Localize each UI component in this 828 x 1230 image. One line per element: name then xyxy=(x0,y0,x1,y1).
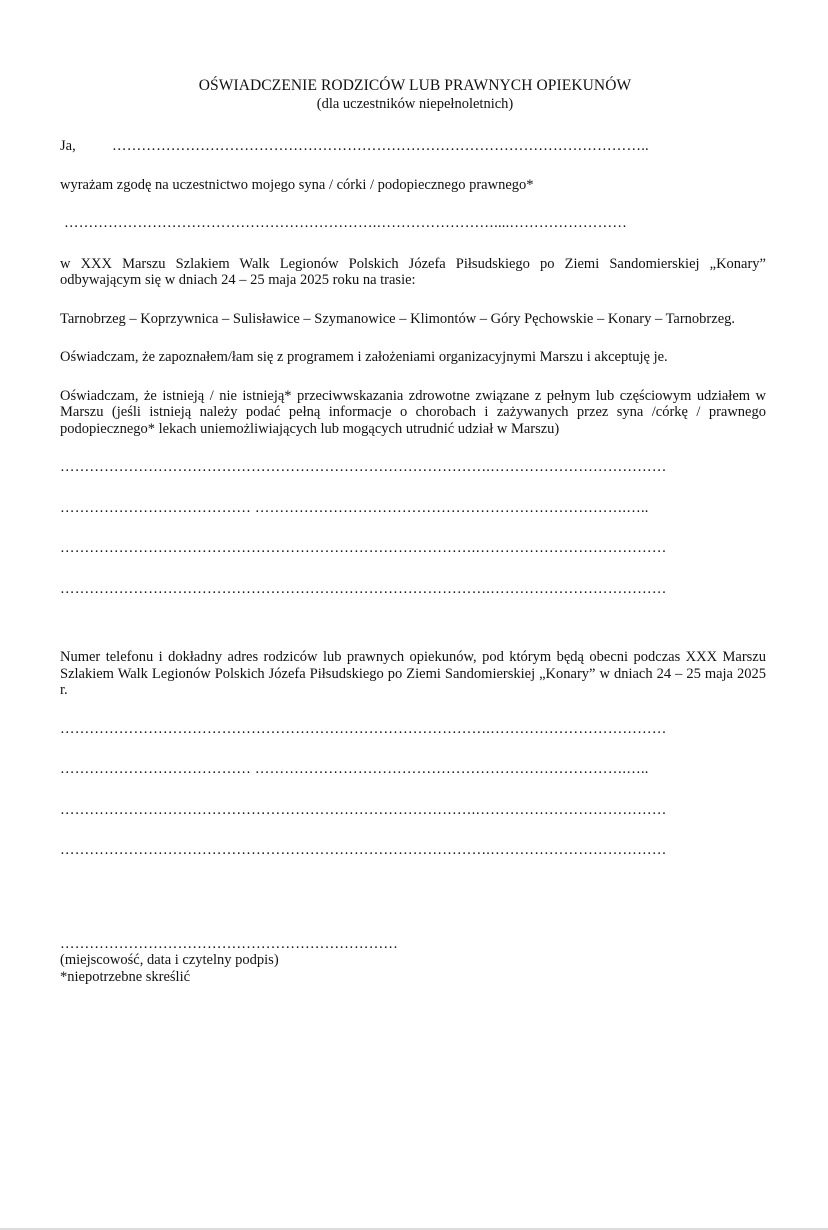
contact-info-line-2[interactable]: ………………………………… ………………………………………………………………….….. xyxy=(60,761,649,777)
contact-info-line-1[interactable]: …………………………………………………………………………….……………………………… xyxy=(60,720,667,737)
program-acceptance-statement: Oświadczam, że zapoznałem/łam się z programem i założeniami organizacyjnymi Marszu i akceptuję je. xyxy=(60,349,668,365)
health-info-line-1[interactable]: …………………………………………………………………………….……………………………… xyxy=(60,459,667,475)
signature-field[interactable]: …………………………………………………………… xyxy=(60,935,399,952)
route-description: Tarnobrzeg – Koprzywnica – Sulisławice – Szymanowice – Klimontów – Góry Pęchowskie – Konary – Tarnobrzeg. xyxy=(60,310,736,327)
document-title: OŚWIADCZENIE RODZICÓW LUB PRAWNYCH OPIEKUNÓW xyxy=(198,77,632,94)
health-info-line-2[interactable]: ………………………………… ………………………………………………………………….….. xyxy=(60,499,649,516)
health-statement: Oświadczam, że istnieją / nie istnieją* przeciwwskazania zdrowotne związane z pełnym lub częściowym udziałem w Marszu (jeśli istnieją należy podać pełną informacje o chorobach i zażywanych przez syna /córkę / prawnego podopiecznego* lekach uniemożliwiających lub mogących utrudnić udział w Marszu) xyxy=(60,387,766,437)
document-subtitle: (dla uczestników niepełnoletnich) xyxy=(316,95,514,112)
health-info-line-4[interactable]: …………………………………………………………………………….……………………………… xyxy=(60,580,667,597)
participant-name-field[interactable]: ……………………………………………………….……………………....…………………… xyxy=(64,215,628,231)
contact-info-lines xyxy=(60,721,766,859)
contact-statement: Numer telefonu i dokładny adres rodziców lub prawnych opiekunów, pod którym będą obecni podczas XXX Marszu Szlakiem Walk Legionów Polskich Józefa Piłsudskiego po Ziemi Sandomierskiej „Konary” w dniach 24 – 25 maja 2025 r. xyxy=(60,649,766,698)
health-info-lines xyxy=(60,459,766,597)
health-info-line-3[interactable]: ………………………………………………………………………….………………………………… xyxy=(60,540,667,556)
declarant-name-row xyxy=(60,138,766,155)
footnote: *niepotrzebne skreślić xyxy=(60,968,191,985)
declarant-name-field[interactable]: ……………………………………………………………………………………………….. xyxy=(112,138,649,154)
signature-label: (miejscowość, data i czytelny podpis) xyxy=(60,952,279,968)
declarant-label: Ja, xyxy=(60,138,76,154)
contact-info-line-4[interactable]: …………………………………………………………………………….……………………………… xyxy=(60,842,667,858)
consent-statement: wyrażam zgodę na uczestnictwo mojego syna / córki / podopiecznego prawnego* xyxy=(60,176,534,193)
contact-info-line-3[interactable]: ………………………………………………………………………….………………………………… xyxy=(60,801,667,818)
signature-block xyxy=(60,936,766,986)
event-description: w XXX Marszu Szlakiem Walk Legionów Polskich Józefa Piłsudskiego po Ziemi Sandomierskiej „Konary” odbywającym się w dniach 24 – 25 maja 2025 roku na trasie: xyxy=(60,255,766,288)
